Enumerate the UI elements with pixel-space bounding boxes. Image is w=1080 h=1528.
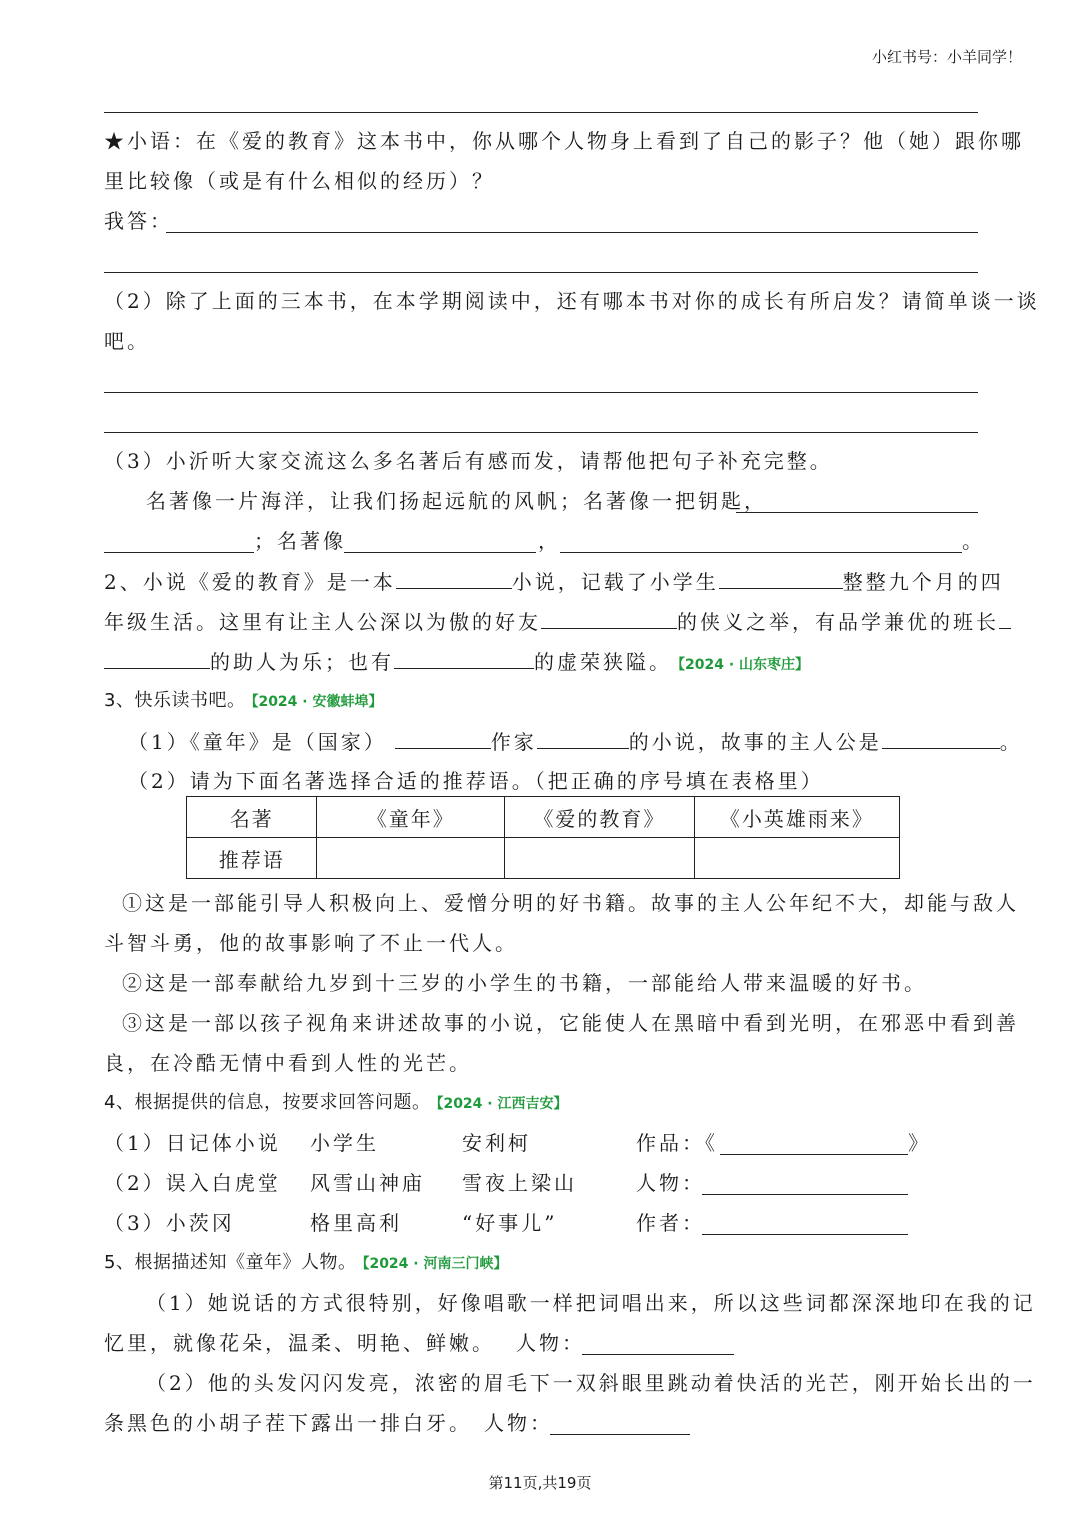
option-3-line-2: 良，在冷酷无情中看到人性的光芒。 (104, 1051, 472, 1075)
table-header: 名著 (187, 797, 317, 838)
watermark-text: 小红书号：小羊同学！ (871, 48, 1022, 66)
p3-semicolon: ；名著像 (254, 529, 346, 553)
fill-blank[interactable] (582, 1354, 734, 1355)
p3-comma: ， (538, 529, 561, 553)
q2-text-f: 的助人为乐；也有 (210, 650, 394, 674)
q2-text-g: 的虚荣狭隘。 (534, 650, 672, 674)
q2-text-a: 2、小说《爱的教育》是一本 (104, 570, 396, 594)
q4-title-row (104, 1090, 567, 1117)
q4-row-1-end: 》 (908, 1131, 931, 1155)
answer-line[interactable] (104, 112, 978, 113)
table-header: 《小英雄雨来》 (694, 797, 899, 838)
q3-title-row (104, 688, 382, 715)
q3-s1-b: 作家 (490, 730, 537, 754)
q5-title: 5、根据描述知《童年》人物。 (104, 1252, 357, 1273)
q5-p2-line-1: （2）他的头发闪闪发亮，浓密的眉毛下一双斜眼里跳动着快活的光芒，刚开始长出的一 (146, 1371, 1036, 1395)
q4-title: 4、根据提供的信息，按要求回答问题。 (104, 1092, 431, 1113)
q2-line-1 (104, 566, 1004, 597)
q4-row-1-label: 作品：《 (636, 1131, 718, 1155)
answer-line[interactable] (104, 272, 978, 273)
answer-cell[interactable] (505, 838, 695, 879)
p3-sentence: 名著像一片海洋，让我们扬起远航的风帆；名著像一把钥匙， (146, 489, 767, 513)
option-1-line-1: ①这是一部能引导人积极向上、爱憎分明的好书籍。故事的主人公年纪不大，却能与敌人 (122, 891, 1019, 915)
q5-p1-line-1: （1）她说话的方式很特别，好像唱歌一样把词唱出来，所以这些词都深深地印在我的记 (146, 1291, 1036, 1315)
fill-blank[interactable] (999, 606, 1011, 629)
option-3-line-1: ③这是一部以孩子视角来讲述故事的小说，它能使人在黑暗中看到光明，在邪恶中看到善 (122, 1011, 1019, 1035)
q5-p1-label: 人物： (516, 1331, 585, 1355)
fill-blank[interactable] (719, 566, 843, 589)
p2-line-1: （2）除了上面的三本书，在本学期阅读中，还有哪本书对你的成长有所启发？请简单谈一谈 (104, 289, 1040, 313)
q2-line-2 (104, 606, 1011, 637)
q4-row-3-label: 作者： (636, 1211, 705, 1235)
p3-period: 。 (962, 529, 985, 553)
answer-cell[interactable] (317, 838, 505, 879)
q3-s2: （2）请为下面名著选择合适的推荐语。（把正确的序号填在表格里） (128, 769, 824, 793)
fill-blank[interactable] (550, 1434, 690, 1435)
q5-p1-line-2: 忆里，就像花朵，温柔、明艳、鲜嫩。 (104, 1331, 495, 1355)
fill-blank[interactable] (104, 552, 254, 553)
answer-line[interactable] (166, 232, 978, 233)
fill-blank[interactable] (537, 726, 629, 749)
p3-intro: （3）小沂听大家交流这么多名著后有感而发，请帮他把句子补充完整。 (104, 449, 833, 473)
q3-s1 (128, 726, 1023, 757)
q4-row-1-c3: 安利柯 (462, 1131, 531, 1155)
option-1-line-2: 斗智斗勇，他的故事影响了不止一代人。 (104, 931, 518, 955)
table-row-label: 推荐语 (187, 838, 317, 879)
q5-p2-line-2: 条黑色的小胡子茬下露出一排白牙。 (104, 1411, 472, 1435)
p2-line-2: 吧。 (104, 329, 150, 353)
q5-title-row (104, 1250, 507, 1277)
source-tag: 【2024 · 山东枣庄】 (678, 657, 810, 673)
fill-blank[interactable] (736, 512, 978, 513)
q4-row-3-c1: （3）小茨冈 (104, 1211, 235, 1235)
q4-row-2-c1: （2）误入白虎堂 (104, 1171, 281, 1195)
fill-blank[interactable] (395, 726, 491, 749)
fill-blank[interactable] (394, 646, 534, 669)
q3-title: 3、快乐读书吧。 (104, 690, 246, 711)
fill-blank[interactable] (882, 726, 1000, 749)
fill-blank[interactable] (104, 646, 210, 669)
answer-line[interactable] (104, 432, 978, 433)
source-tag: 【2024 · 河南三门峡】 (362, 1256, 508, 1272)
table-header: 《爱的教育》 (505, 797, 695, 838)
answer-line[interactable] (104, 392, 978, 393)
answer-label: 我答： (104, 209, 173, 233)
fill-blank[interactable] (541, 606, 677, 629)
q2-line-3 (104, 646, 809, 680)
q2-text-d: 年级生活。这里有让主人公深以为傲的好友 (104, 610, 541, 634)
q3-s1-a: （1）《童年》是（国家） (128, 730, 387, 754)
q3-s1-d: 。 (999, 730, 1023, 754)
option-2: ②这是一部奉献给九岁到十三岁的小学生的书籍，一部能给人带来温暖的好书。 (122, 971, 927, 995)
q4-row-2-label: 人物： (636, 1171, 705, 1195)
q4-row-1-c2: 小学生 (310, 1131, 379, 1155)
q4-row-2-c3: 雪夜上梁山 (462, 1171, 577, 1195)
q2-text-c: 整整九个月的四 (842, 570, 1004, 594)
fill-blank[interactable] (720, 1154, 908, 1155)
fill-blank[interactable] (396, 566, 512, 589)
xiaoyu-line-1: ★小语：在《爱的教育》这本书中，你从哪个人物身上看到了自己的影子？他（她）跟你哪 (104, 129, 1024, 153)
q5-p2-label: 人物： (484, 1411, 553, 1435)
q4-row-1-c1: （1）日记体小说 (104, 1131, 281, 1155)
q4-row-2-c2: 风雪山神庙 (310, 1171, 425, 1195)
fill-blank[interactable] (344, 552, 536, 553)
answer-cell[interactable] (694, 838, 899, 879)
source-tag: 【2024 · 江西吉安】 (436, 1096, 568, 1112)
q2-text-b: 小说，记载了小学生 (511, 570, 719, 594)
q4-row-3-c3: “好事儿” (462, 1211, 558, 1235)
page-number: 第11页,共19页 (488, 1474, 592, 1492)
fill-blank[interactable] (560, 552, 962, 553)
q2-text-e: 的侠义之举，有品学兼优的班长 (677, 610, 999, 634)
q4-row-3-c2: 格里高利 (310, 1211, 402, 1235)
source-tag: 【2024 · 安徽蚌埠】 (251, 694, 383, 710)
fill-blank[interactable] (702, 1234, 908, 1235)
xiaoyu-line-2: 里比较像（或是有什么相似的经历）？ (104, 169, 495, 193)
q3-s1-c: 的小说，故事的主人公是 (628, 730, 882, 754)
fill-blank[interactable] (702, 1194, 908, 1195)
table-header: 《童年》 (317, 797, 505, 838)
recommendation-table (186, 796, 900, 879)
